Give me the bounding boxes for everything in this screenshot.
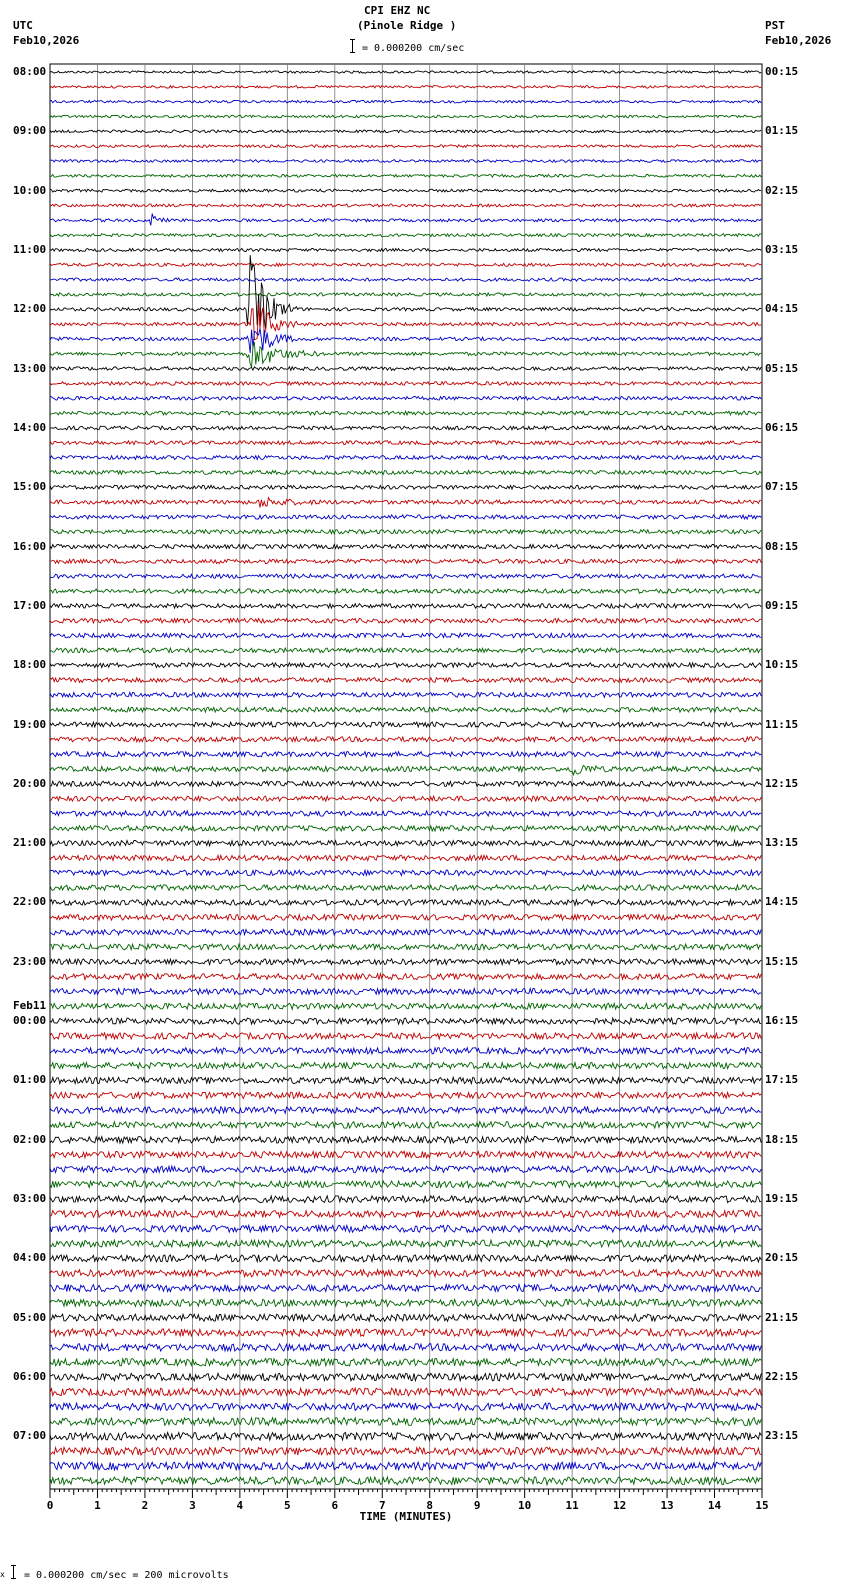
trace-line bbox=[50, 1240, 761, 1247]
trace-line bbox=[50, 293, 761, 296]
x-tick-label: 4 bbox=[236, 1499, 244, 1512]
trace-line bbox=[50, 1418, 761, 1426]
trace-line bbox=[50, 1048, 761, 1054]
trace-line bbox=[50, 737, 761, 742]
left-hour-label: 06:00 bbox=[13, 1370, 47, 1384]
trace-line bbox=[50, 914, 761, 920]
trace-line bbox=[50, 959, 761, 965]
trace-line bbox=[50, 870, 761, 876]
trace-line bbox=[50, 707, 761, 712]
trace-line bbox=[50, 1063, 761, 1069]
left-hour-label: 04:00 bbox=[13, 1251, 47, 1265]
x-tick-label: 0 bbox=[46, 1499, 54, 1512]
trace-line bbox=[50, 234, 761, 237]
left-hour-label: 10:00 bbox=[13, 183, 47, 197]
left-hour-label: 22:00 bbox=[13, 895, 47, 909]
trace-line bbox=[50, 515, 761, 519]
trace-line bbox=[50, 885, 761, 891]
x-tick-label: 5 bbox=[284, 1499, 291, 1512]
right-hour-label: 19:15 bbox=[765, 1192, 799, 1206]
trace-line bbox=[50, 396, 761, 400]
left-hour-label: 00:00 bbox=[13, 1014, 47, 1028]
trace-line bbox=[50, 855, 761, 861]
trace-line bbox=[50, 130, 761, 133]
left-hour-label: 21:00 bbox=[13, 836, 47, 850]
trace-line bbox=[50, 989, 761, 995]
x-tick-label: 10 bbox=[518, 1499, 532, 1512]
right-hour-label: 04:15 bbox=[765, 302, 799, 316]
trace-line bbox=[50, 1151, 761, 1158]
left-hour-label: 12:00 bbox=[13, 302, 47, 316]
trace-line bbox=[50, 633, 761, 638]
trace-line bbox=[50, 692, 761, 697]
trace-line bbox=[50, 1285, 761, 1292]
trace-line bbox=[50, 498, 761, 508]
trace-line bbox=[50, 100, 761, 103]
left-hour-label: 15:00 bbox=[13, 480, 47, 494]
footer-prefix: x bbox=[0, 1570, 5, 1579]
trace-line bbox=[50, 1122, 761, 1129]
right-hour-label: 14:15 bbox=[765, 895, 799, 909]
trace-line bbox=[50, 544, 761, 548]
trace-line bbox=[50, 1137, 761, 1144]
scale-label: = 0.000200 cm/sec bbox=[362, 43, 465, 54]
right-hour-label: 20:15 bbox=[765, 1251, 799, 1265]
trace-line bbox=[50, 766, 761, 775]
right-hour-label: 17:15 bbox=[765, 1073, 799, 1087]
right-hour-label: 12:15 bbox=[765, 776, 799, 790]
trace-line bbox=[50, 1433, 761, 1441]
trace-line bbox=[50, 485, 761, 489]
trace-line bbox=[50, 204, 761, 207]
left-timezone: UTC bbox=[13, 19, 33, 32]
trace-line bbox=[50, 826, 761, 831]
left-hour-label: 03:00 bbox=[13, 1192, 47, 1206]
trace-line bbox=[50, 648, 761, 653]
trace-line bbox=[50, 160, 761, 163]
x-tick-label: 15 bbox=[755, 1499, 769, 1512]
plot-frame bbox=[50, 64, 762, 1489]
left-hour-label: 08:00 bbox=[13, 65, 47, 78]
x-tick-label: 12 bbox=[612, 1499, 627, 1512]
left-hour-label: 13:00 bbox=[13, 361, 47, 375]
date-change-label: Feb11 bbox=[13, 999, 47, 1013]
trace-line bbox=[50, 1225, 761, 1232]
trace-line bbox=[50, 752, 761, 757]
station-location: (Pinole Ridge ) bbox=[357, 19, 457, 32]
station-title: CPI EHZ NC bbox=[364, 4, 431, 17]
x-tick-label: 13 bbox=[660, 1499, 674, 1512]
trace-line bbox=[50, 382, 761, 386]
right-hour-label: 07:15 bbox=[765, 480, 799, 494]
x-tick-label: 8 bbox=[426, 1499, 434, 1512]
right-hour-label: 10:15 bbox=[765, 658, 799, 672]
trace-line bbox=[50, 1092, 761, 1098]
right-hour-label: 01:15 bbox=[765, 124, 799, 138]
right-date: Feb10,2026 bbox=[765, 34, 832, 47]
x-tick-label: 9 bbox=[473, 1499, 481, 1512]
trace-line bbox=[50, 367, 761, 371]
right-timezone: PST bbox=[765, 19, 785, 32]
trace-line bbox=[50, 574, 761, 578]
trace-line bbox=[50, 189, 761, 192]
left-hour-label: 09:00 bbox=[13, 124, 47, 138]
trace-line bbox=[50, 530, 761, 534]
trace-line bbox=[50, 328, 761, 353]
trace-line bbox=[50, 796, 761, 801]
trace-line bbox=[50, 1033, 761, 1039]
trace-line bbox=[50, 263, 761, 266]
left-hour-label: 07:00 bbox=[13, 1429, 47, 1443]
right-hour-label: 15:15 bbox=[765, 954, 799, 968]
trace-line bbox=[50, 71, 761, 73]
trace-line bbox=[50, 900, 761, 906]
left-hour-label: 18:00 bbox=[13, 658, 47, 672]
footer-scale-bar-icon bbox=[11, 1565, 17, 1579]
trace-line bbox=[50, 1255, 761, 1262]
x-tick-label: 11 bbox=[565, 1499, 579, 1512]
x-tick-label: 14 bbox=[707, 1499, 722, 1512]
trace-line bbox=[50, 1077, 761, 1083]
left-hour-label: 02:00 bbox=[13, 1132, 47, 1146]
x-tick-label: 6 bbox=[331, 1499, 339, 1512]
left-hour-label: 01:00 bbox=[13, 1073, 47, 1087]
trace-line bbox=[50, 1329, 761, 1336]
left-hour-label: 05:00 bbox=[13, 1310, 47, 1324]
right-hour-label: 18:15 bbox=[765, 1132, 799, 1146]
trace-line bbox=[50, 1018, 761, 1024]
right-hour-label: 05:15 bbox=[765, 361, 799, 375]
trace-line bbox=[50, 1373, 761, 1381]
trace-line bbox=[50, 255, 761, 329]
trace-line bbox=[50, 618, 761, 623]
left-hour-label: 11:00 bbox=[13, 242, 47, 256]
x-tick-label: 7 bbox=[378, 1499, 386, 1512]
x-tick-label: 2 bbox=[141, 1499, 149, 1512]
trace-line bbox=[50, 1107, 761, 1113]
right-hour-label: 09:15 bbox=[765, 598, 799, 612]
trace-line bbox=[50, 559, 761, 563]
trace-line bbox=[50, 342, 761, 367]
trace-line bbox=[50, 1211, 761, 1218]
right-hour-label: 11:15 bbox=[765, 717, 799, 731]
right-hour-label: 00:15 bbox=[765, 65, 799, 78]
trace-line bbox=[50, 470, 761, 474]
trace-line bbox=[50, 1477, 761, 1485]
left-hour-label: 19:00 bbox=[13, 717, 47, 731]
trace-line bbox=[50, 974, 761, 980]
trace-line bbox=[50, 86, 761, 89]
trace-line bbox=[50, 604, 761, 609]
left-hour-label: 16:00 bbox=[13, 539, 47, 553]
x-tick-label: 1 bbox=[94, 1499, 101, 1512]
trace-line bbox=[50, 781, 761, 786]
trace-line bbox=[50, 678, 761, 683]
trace-line bbox=[50, 145, 761, 148]
trace-line bbox=[50, 1462, 761, 1470]
trace-line bbox=[50, 1359, 761, 1366]
right-hour-label: 23:15 bbox=[765, 1429, 799, 1443]
x-tick-label: 3 bbox=[189, 1499, 196, 1512]
right-hour-label: 08:15 bbox=[765, 539, 799, 553]
trace-line bbox=[50, 840, 761, 846]
trace-line bbox=[50, 1181, 761, 1188]
trace-line bbox=[50, 722, 761, 727]
footer-scale-note: = 0.000200 cm/sec = 200 microvolts bbox=[24, 1570, 229, 1581]
trace-line bbox=[50, 1314, 761, 1321]
trace-line bbox=[50, 589, 761, 594]
right-hour-label: 22:15 bbox=[765, 1370, 799, 1384]
right-hour-label: 16:15 bbox=[765, 1014, 799, 1028]
x-axis-title: TIME (MINUTES) bbox=[359, 1510, 453, 1523]
trace-line bbox=[50, 174, 761, 177]
trace-line bbox=[50, 1166, 761, 1173]
right-hour-label: 03:15 bbox=[765, 242, 799, 256]
trace-line bbox=[50, 1447, 761, 1455]
left-hour-label: 14:00 bbox=[13, 420, 47, 434]
trace-line bbox=[50, 278, 761, 281]
trace-line bbox=[50, 811, 761, 816]
trace-line bbox=[50, 1344, 761, 1351]
trace-line bbox=[50, 1403, 761, 1411]
trace-line bbox=[50, 1299, 761, 1306]
trace-line bbox=[50, 663, 761, 668]
trace-line bbox=[50, 115, 761, 118]
trace-line bbox=[50, 944, 761, 950]
trace-line bbox=[50, 1388, 761, 1396]
trace-line bbox=[50, 426, 761, 430]
left-hour-label: 20:00 bbox=[13, 776, 47, 790]
trace-line bbox=[50, 456, 761, 460]
left-date: Feb10,2026 bbox=[13, 34, 80, 47]
trace-line bbox=[50, 411, 761, 415]
left-hour-label: 17:00 bbox=[13, 598, 47, 612]
right-hour-label: 06:15 bbox=[765, 420, 799, 434]
right-hour-label: 02:15 bbox=[765, 183, 799, 197]
trace-line bbox=[50, 214, 761, 226]
trace-line bbox=[50, 929, 761, 935]
left-hour-label: 23:00 bbox=[13, 954, 47, 968]
trace-line bbox=[50, 1270, 761, 1277]
trace-line bbox=[50, 1003, 761, 1009]
trace-line bbox=[50, 441, 761, 445]
right-hour-label: 21:15 bbox=[765, 1310, 799, 1324]
trace-line bbox=[50, 1196, 761, 1203]
right-hour-label: 13:15 bbox=[765, 836, 799, 850]
trace-line bbox=[50, 248, 761, 251]
